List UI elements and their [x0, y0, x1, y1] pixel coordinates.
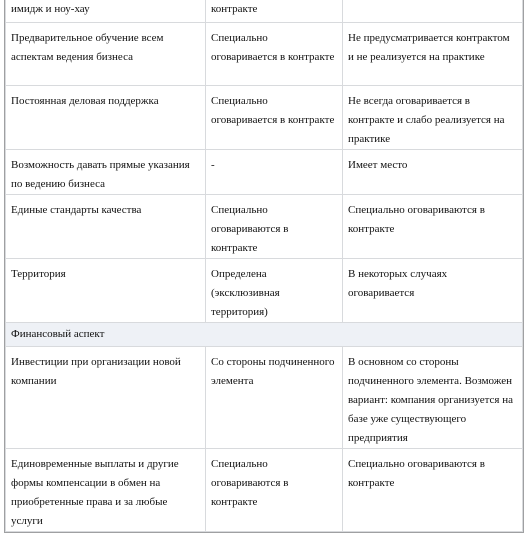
table-row	[6, 346, 523, 448]
table-cell: Инвестиции при организации новой компании	[6, 346, 206, 448]
table-row	[6, 194, 523, 258]
table-cell	[343, 0, 523, 22]
table-row	[6, 0, 523, 22]
table-cell: В основном со стороны подчиненного элемента. Возможен вариант: компания организуется на базе уже существующего предприятия	[343, 346, 523, 448]
table-row	[6, 22, 523, 85]
table-cell: Предварительное обучение всем аспектам ведения бизнеса	[6, 22, 206, 85]
table-cell: Единовременные выплаты и другие формы компенсации в обмен на приобретенные права и за любые услуги	[6, 448, 206, 531]
table-cell: Специально оговариваются в контракте	[206, 448, 343, 531]
table-cell: Специально оговариваются в контракте	[343, 448, 523, 531]
table-cell: Определена (эксклюзивная территория)	[206, 258, 343, 322]
table	[5, 0, 523, 532]
table-row	[6, 258, 523, 322]
table-cell: Специально оговаривается в контракте	[206, 85, 343, 149]
table-cell: Специально оговариваются в контракте	[206, 194, 343, 258]
table-cell: Специально оговариваются в контракте	[343, 194, 523, 258]
table-cell: контракте	[206, 0, 343, 22]
section-header: Финансовый аспект	[6, 322, 523, 346]
table-cell: имидж и ноу-хау	[6, 0, 206, 22]
table-cell: Постоянная деловая поддержка	[6, 85, 206, 149]
table-cell: Единые стандарты качества	[6, 194, 206, 258]
table-row	[6, 149, 523, 194]
table-cell: Территория	[6, 258, 206, 322]
table-cell: -	[206, 149, 343, 194]
comparison-table	[4, 0, 524, 533]
table-cell: Возможность давать прямые указания по ведению бизнеса	[6, 149, 206, 194]
table-cell: Не всегда оговаривается в контракте и слабо реализуется на практике	[343, 85, 523, 149]
table-row	[6, 85, 523, 149]
table-cell: Специально оговаривается в контракте	[206, 22, 343, 85]
table-cell: Со стороны подчиненного элемента	[206, 346, 343, 448]
table-cell: В некоторых случаях оговаривается	[343, 258, 523, 322]
section-row	[6, 322, 523, 346]
table-cell: Не предусматривается контрактом и не реализуется на практике	[343, 22, 523, 85]
table-cell: Имеет место	[343, 149, 523, 194]
table-row	[6, 448, 523, 531]
